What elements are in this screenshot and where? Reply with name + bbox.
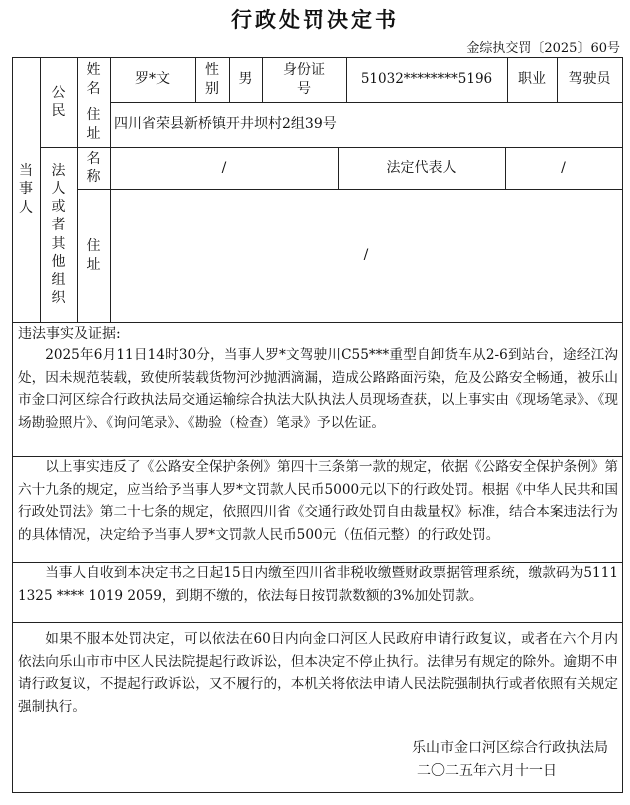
legal-rep-label: 法定代表人 — [386, 159, 457, 176]
agency-signature: 乐山市金口河区综合行政执法局 — [412, 740, 608, 756]
name-label: 姓名 — [86, 62, 101, 97]
org-name-value: / — [221, 159, 227, 176]
occupation-value: 驾驶员 — [568, 71, 611, 88]
issue-date: 二〇二五年六月十一日 — [417, 763, 557, 779]
appeal-paragraph: 如果不服本处罚决定，可以依法在60日内向金口河区人民政府申请行政复议，或者在六个月内依法向乐山市市中区人民法院提起行政诉讼，但本决定不停止执行。法律另有规定的除外。逾期不申请行政复议，不提起行政诉讼，又不履行的，本机关将依法申请人民法院强制执行或者依照有关规定强制执行。 — [18, 631, 618, 715]
payment-paragraph: 当事人自收到本决定书之日起15日内缴至四川省非税收缴暨财政票据管理系统，缴款码为5111 1325 **** 1019 2059，到期不缴的，依法每日按罚款数额的3%加处罚款。 — [18, 565, 618, 604]
citizen-label: 公民 — [51, 84, 66, 119]
org-address-value: / — [363, 247, 369, 264]
org-name-label: 名称 — [86, 150, 101, 185]
page-title: 行政处罚决定书 — [231, 7, 399, 32]
party-label: 当事人 — [19, 163, 33, 216]
id-label: 身份证号 — [283, 62, 325, 97]
decision-paragraph: 以上事实违反了《公路安全保护条例》第四十三条第一款的规定，依据《公路安全保护条例》第六十九条的规定，应当给予当事人罗*文罚款人民币5000元以下的行政处罚。根据《中华人民共和国行政处罚法》第二十七条的规定，依照四川省《交通行政处罚自由裁量权》标准，结合本案违法行为的具体情况，决定给予当事人罗*文罚款人民币500元（伍佰元整）的行政处罚。 — [18, 459, 618, 543]
address-value: 四川省荣县新桥镇开井坝村2组39号 — [114, 116, 337, 133]
name-value: 罗*文 — [135, 71, 170, 88]
id-value: 51032********5196 — [360, 71, 493, 88]
document-number: 金综执交罚〔2025〕60号 — [466, 41, 620, 56]
occupation-label: 职业 — [518, 71, 546, 88]
address-label: 住址 — [86, 107, 101, 142]
legal-rep-value: / — [561, 159, 566, 176]
organization-label: 法人或者其他组织 — [51, 162, 66, 307]
gender-value: 男 — [238, 71, 253, 88]
gender-label: 性别 — [205, 62, 219, 97]
facts-heading: 违法事实及证据: — [18, 326, 121, 342]
org-address-label: 住址 — [86, 238, 101, 273]
facts-paragraph: 2025年6月11日14时30分，当事人罗*文驾驶川C55***重型自卸货车从2-6到站台，途经江沟处，因未规范装载，致使所装载货物河沙抛洒滴漏，造成公路路面污染，危及公路安全畅通，被乐山市金口河区综合行政执法局交通运输综合执法大队执法人员现场查获，以上事实由《现场笔录》、《现场勘验照片》、《询问笔录》、《勘验（检查）笔录》予以佐证。 — [18, 347, 618, 431]
